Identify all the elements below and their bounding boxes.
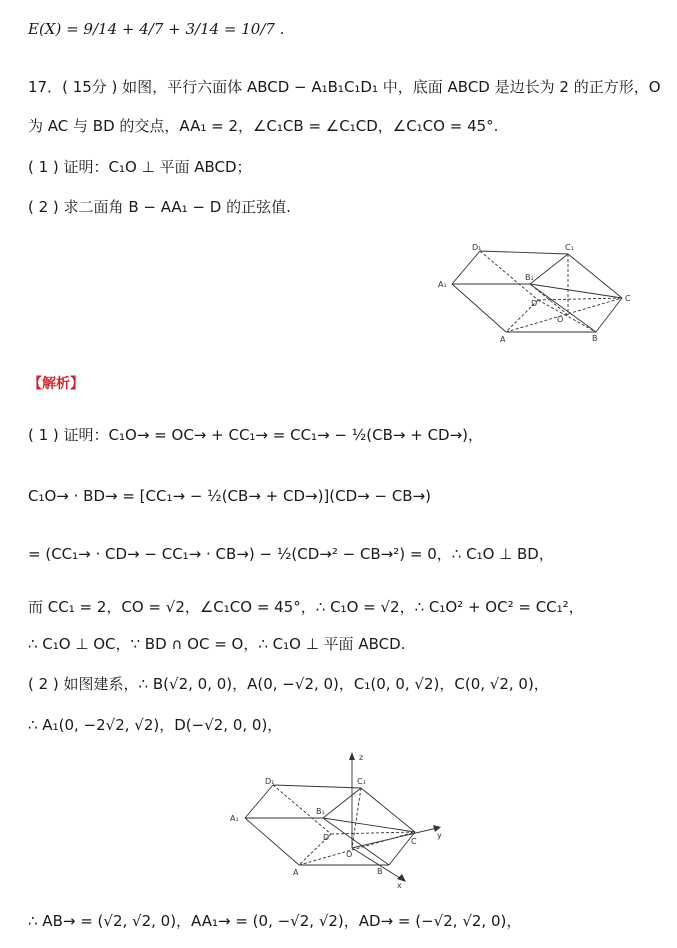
problem-17-part1: ( 1 ) 证明：C₁O ⊥ 平面 ABCD； — [28, 158, 252, 176]
problem-17-line1: 17．( 15分 ) 如图，平行六面体 ABCD − A₁B₁C₁D₁ 中，底面 ABCD 是边长为 2 的正方形，O — [28, 78, 661, 96]
solution-heading: 【解析】 — [28, 376, 84, 392]
fig2-label-d1: D₁ — [265, 777, 275, 786]
problem-17-part2: ( 2 ) 求二面角 B − AA₁ − D 的正弦值. — [28, 198, 291, 216]
solution-line6: ( 2 ) 如图建系，∴ B(√2, 0, 0)，A(0, −√2, 0)，C₁(0, 0, √2)，C(0, √2, 0)， — [28, 675, 549, 693]
parallelepiped-figure-1 — [432, 240, 642, 345]
fig2-label-c: C — [411, 837, 417, 846]
fig1-label-b: B — [592, 334, 598, 343]
fig2-label-o: O — [346, 850, 353, 859]
fig1-label-b1: B₁ — [525, 273, 534, 282]
fig2-label-z: z — [359, 753, 364, 762]
fig2-label-a1: A₁ — [230, 814, 239, 823]
fig1-label-c: C — [625, 294, 631, 303]
fig1-label-d1: D₁ — [472, 243, 482, 252]
fig2-label-b: B — [377, 867, 383, 876]
problem-17-line2: 为 AC 与 BD 的交点，AA₁ = 2，∠C₁CB = ∠C₁CD，∠C₁CO = 45°. — [28, 117, 499, 135]
solution-line2: C₁O→ · BD→ = [CC₁→ − ½(CB→ + CD→)](CD→ − CB→) — [28, 487, 432, 505]
fig1-label-d: D — [531, 299, 538, 308]
solution-line3: = (CC₁→ · CD→ − CC₁→ · CB→) − ½(CD→² − CB→²) = 0，∴ C₁O ⊥ BD， — [28, 545, 554, 563]
solution-line8: ∴ AB→ = (√2, √2, 0)，AA₁→ = (0, −√2, √2)，AD→ = (−√2, √2, 0)， — [28, 912, 522, 930]
fig2-label-x: x — [397, 881, 402, 890]
solution-line7: ∴ A₁(0, −2√2, √2)，D(−√2, 0, 0)， — [28, 716, 283, 734]
fig1-label-c1: C₁ — [565, 243, 574, 252]
solution-line4: 而 CC₁ = 2，CO = √2，∠C₁CO = 45°，∴ C₁O = √2，∴ C₁O² + OC² = CC₁²， — [28, 598, 584, 616]
fig2-label-a: A — [293, 868, 299, 877]
fig1-label-o: O — [557, 315, 564, 324]
fig1-label-a: A — [500, 335, 506, 344]
fig2-label-c1: C₁ — [357, 777, 366, 786]
solution-line1: ( 1 ) 证明：C₁O→ = OC→ + CC₁→ = CC₁→ − ½(CB→ + CD→)， — [28, 426, 484, 444]
parallelepiped-figure-2 — [225, 750, 455, 890]
expectation-line: E(X) = 9/14 + 4/7 + 3/14 = 10/7 . — [28, 20, 285, 38]
fig2-label-d: D — [323, 833, 330, 842]
fig1-label-a1: A₁ — [438, 280, 447, 289]
fig2-label-b1: B₁ — [316, 807, 325, 816]
fig2-label-y: y — [437, 831, 442, 840]
solution-line5: ∴ C₁O ⊥ OC，∵ BD ∩ OC = O，∴ C₁O ⊥ 平面 ABCD. — [28, 635, 406, 653]
